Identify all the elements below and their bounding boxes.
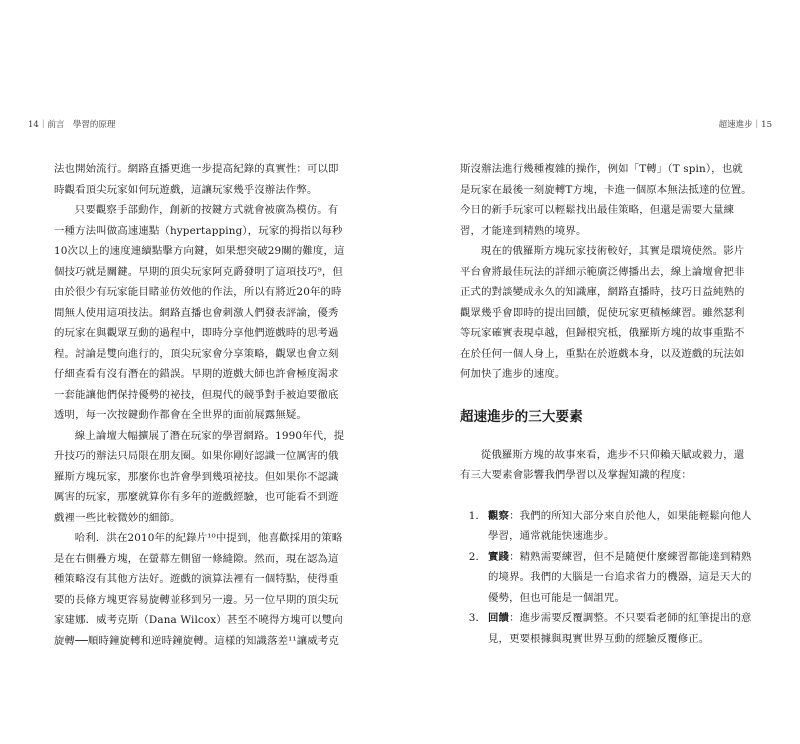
list-number: 2． [468,550,486,563]
left-page-body [54,159,346,651]
right-page-body [460,159,752,649]
right-page-header: 超速進步｜15 [718,120,772,130]
list-number: 3． [468,612,486,624]
list-text: ：精熟需要練習，但不是隨便什麼練習都能達到精熟的境界。我們的大腦是一台追求省力的機器，這是天大的優勢，但也可能是一個詛咒。 [488,550,752,604]
list-term: 觀察 [488,509,510,522]
list-term: 回饋 [488,612,510,624]
list-item [460,608,752,649]
paragraph: 只要觀察手部動作，創新的按鍵方式就會被廣為模仿。有一種方法叫做高速連點（hypertapping），玩家的拇指以每秒10次以上的速度連續點擊方向鍵，如果想突破29關的難度，這個技巧就是關鍵。早期的頂尖玩家阿克爵發明了這項技巧⁹，但由於很少有玩家能目睹並仿效他的作法，所以有將近20年的時間無人使用這項技法。網路直播也會刺激人們發表評論，優秀的玩家在與觀眾互動的過程中，即時分享他們遊戲時的思考過程。討論是雙向進行的，頂尖玩家會分享策略，觀眾也會立刻仔細查看有沒有潛在的錯誤。早期的遊戲大師也許會極度渴求一套能讓他們保持優勢的祕技，但現代的競爭對手被迫要徹底透明，每一次按鍵動作都會在全世界的面前展露無疑。 [54,204,345,421]
paragraph: 線上論壇大幅擴展了潛在玩家的學習網路。1990年代，提升技巧的辦法只局限在朋友圈。如果你剛好認識一位厲害的俄羅斯方塊玩家，那麼你也許會學到幾項祕技。但如果你不認識厲害的玩家，那麼就算你有多年的遊戲經驗，也可能看不到遊戲裡一些比較微妙的細節。 [54,429,345,524]
list-text: ：我們的所知大部分來自於他人，如果能輕鬆向他人學習，通常就能快速進步。 [488,509,752,542]
paragraph: 法也開始流行。網路直播更進一步提高紀錄的真實性：可以即時觀看頂尖玩家如何玩遊戲，這讓玩家幾乎沒辦法作弊。 [54,163,339,196]
list-number: 1． [468,509,486,522]
list-item [460,506,752,547]
section-title: 超速進步的三大要素 [460,408,583,425]
key-elements-list [460,506,752,650]
paragraph: 現在的俄羅斯方塊玩家技術較好，其實是環境使然。影片平台會將最佳玩法的詳細示範廣泛傳播出去，線上論壇會把非正式的對談變成永久的知識庫，網路直播時，技巧日益純熟的觀眾幾乎會即時的提出回饋，促使玩家更積極練習。雖然瑟利等玩家確實表現卓越，但歸根究柢，俄羅斯方塊的故事重點不在於任何一個人身上，重點在於遊戲本身，以及遊戲的玩法如何加快了進步的速度。 [460,245,745,380]
list-term: 實踐 [488,550,510,563]
list-text: ：進步需要反覆調整。不只要看老師的紅筆提出的意見，更要根據與現實世界互動的經驗反覆修正。 [488,612,752,645]
section-intro: 從俄羅斯方塊的故事來看，進步不只仰賴天賦或毅力，還有三大要素會影響我們學習以及掌握知識的程度： [460,448,745,481]
paragraph: 斯沒辦法進行幾種複雜的操作，例如「T轉」（T spin），也就是玩家在最後一刻旋轉T方塊，卡進一個原本無法抵達的位置。今日的新手玩家可以輕鬆找出最佳策略，但還是需要大量練習，才能達到精熟的境界。 [460,163,752,237]
paragraph: 哈利．洪在2010年的紀錄片¹⁰中提到，他喜歡採用的策略是在右側疊方塊，在螢幕左側留一條縫隙。然而，現在認為這種策略沒有其他方法好。遊戲的演算法裡有一個特點，使得重要的長條方塊更容易旋轉並移到另一邊。另一位早期的頂尖玩家建娜．威考克斯（Dana Wilcox）甚至不曉得方塊可以雙向旋轉──順時鐘旋轉和逆時鐘旋轉。這樣的知識落差¹¹讓威考克 [54,532,343,647]
list-item [460,547,752,609]
left-page-header: 14｜前言 學習的原理 [28,120,116,130]
